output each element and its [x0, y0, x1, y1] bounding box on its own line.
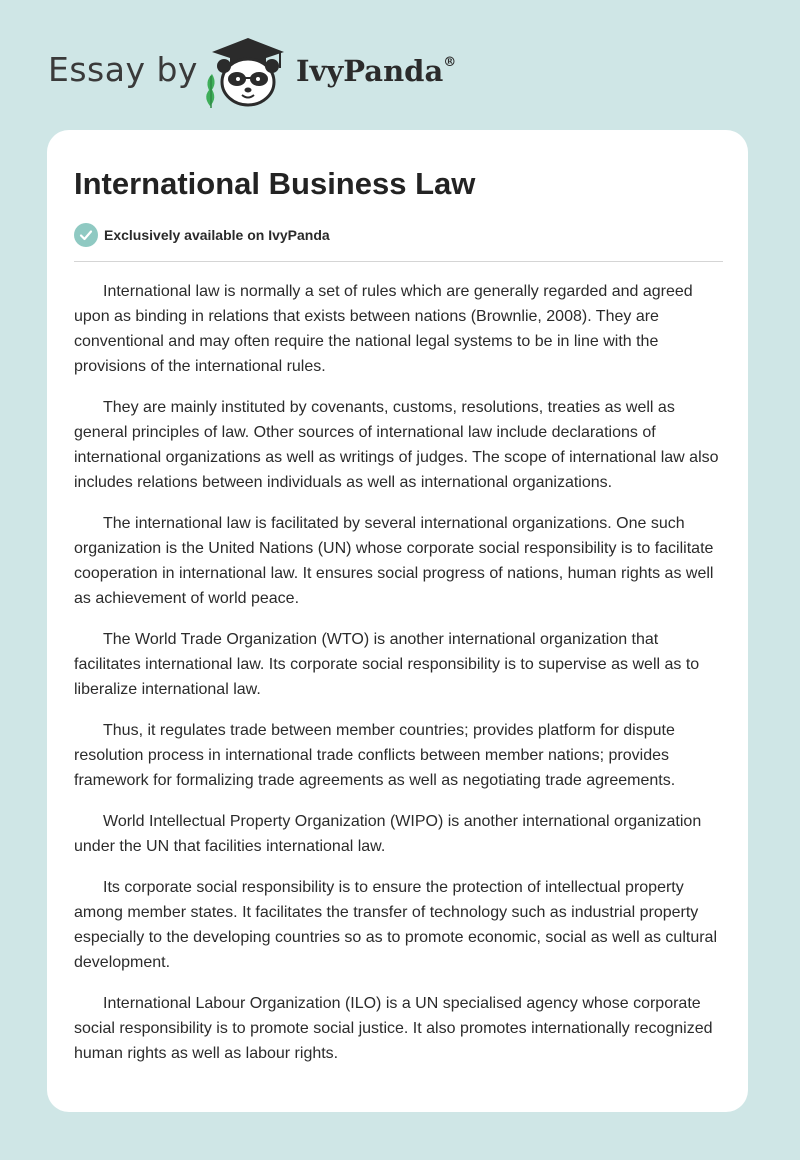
- availability-text: Exclusively available on IvyPanda: [104, 227, 330, 243]
- paragraph: They are mainly instituted by covenants, customs, resolutions, treaties as well as general principles of law. Other sources of international law include declarations of international organizations as well as writings of judges. The scope of international law also includes relations between individuals as well as international organizations.: [74, 399, 719, 491]
- trademark-symbol: ®: [443, 55, 457, 71]
- site-header: [48, 34, 748, 114]
- essay-body: [74, 279, 724, 1082]
- essay-by-label: Essay by: [48, 50, 198, 89]
- paragraph: The World Trade Organization (WTO) is another international organization that facilitates international law. Its corporate social responsibility is to supervise as well as to liberalize international law.: [74, 631, 700, 698]
- page-title: International Business Law: [74, 166, 476, 201]
- paragraph: Its corporate social responsibility is to ensure the protection of intellectual property among member states. It facilitates the transfer of technology such as industrial property especially to the developing countries so as to promote economic, social as well as cultural development.: [74, 879, 717, 971]
- brand-name[interactable]: IvyPanda®: [296, 54, 457, 88]
- essay-card: [47, 130, 748, 1112]
- paragraph: International Labour Organization (ILO) is a UN specialised agency whose corporate social responsibility is to promote social justice. It also promotes internationally recognized human rights as well as labour rights.: [74, 995, 713, 1062]
- paragraph: Thus, it regulates trade between member countries; provides platform for dispute resolution process in international trade conflicts between member nations; provides framework for formalizing trade agreements as well as negotiating trade agreements.: [74, 722, 676, 789]
- paragraph: The international law is facilitated by several international organizations. One such organization is the United Nations (UN) whose corporate social responsibility is to facilitate cooperation in international law. It ensures social progress of nations, human rights as well as achievement of world peace.: [74, 515, 714, 607]
- availability-badge: [74, 222, 330, 248]
- paragraph: International law is normally a set of rules which are generally regarded and agreed upon as binding in relations that exists between nations (Brownlie, 2008). They are conventional and may often require the national legal systems to be in line with the provisions of the international rules.: [74, 283, 693, 375]
- panda-graduate-logo-icon[interactable]: [202, 34, 294, 110]
- divider: [74, 261, 723, 262]
- paragraph: World Intellectual Property Organization (WIPO) is another international organization under the UN that facilities international law.: [74, 813, 702, 855]
- check-circle-icon: [74, 223, 98, 247]
